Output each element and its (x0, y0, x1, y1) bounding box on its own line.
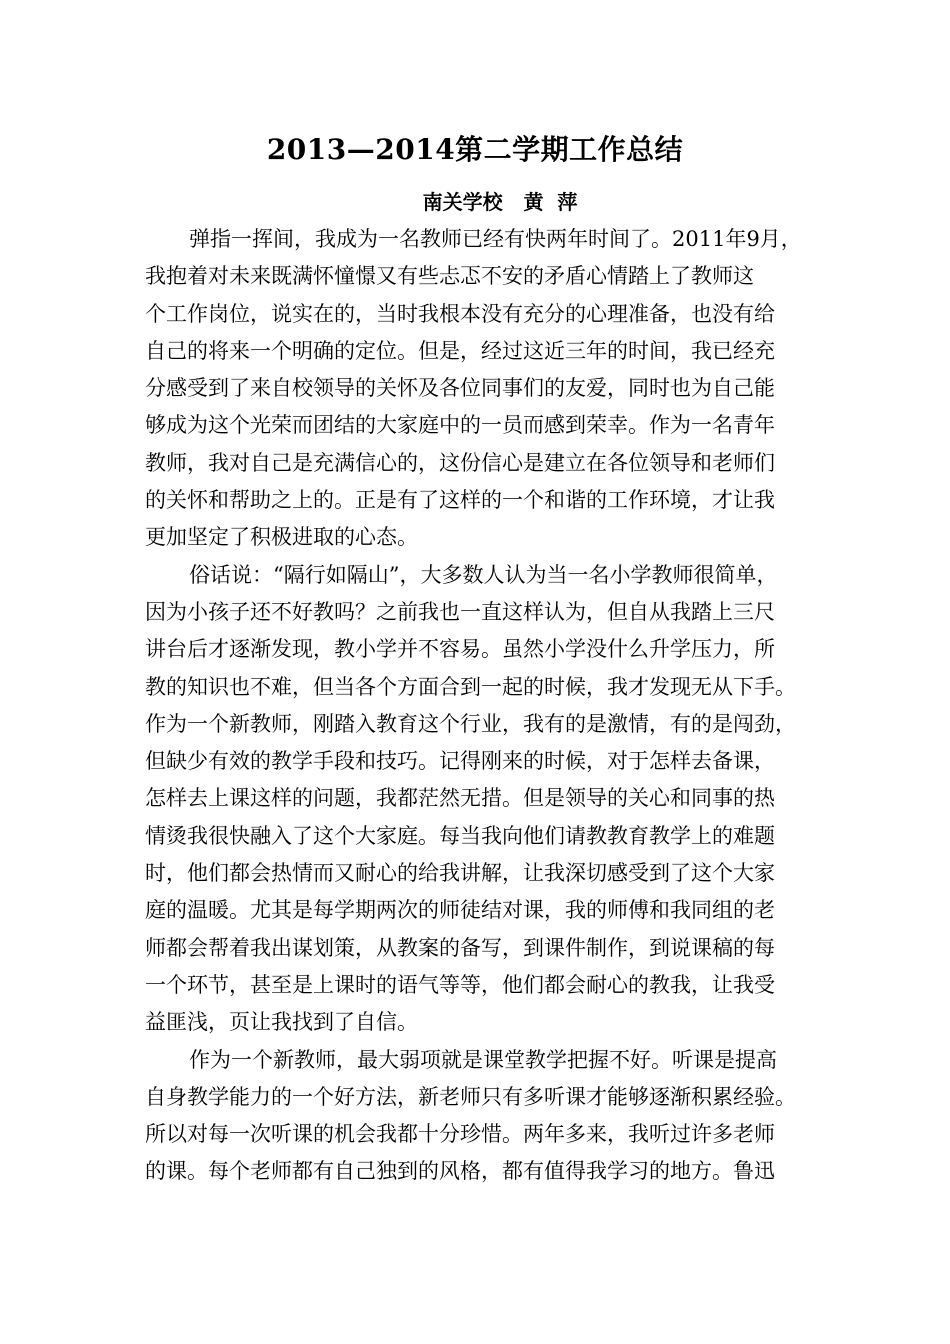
paragraph-line: 更加坚定了积极进取的心态。 (145, 525, 418, 550)
paragraph-line: 个工作岗位，说实在的，当时我根本没有充分的心理准备，也没有给 (145, 301, 775, 326)
paragraph-line: 因为小孩子还不好教吗？之前我也一直这样认为，但自从我踏上三尺 (145, 599, 775, 624)
paragraph-line: 教的知识也不难，但当各个方面合到一起的时候，我才发现无从下手。 (145, 674, 796, 699)
paragraph-line: 自己的将来一个明确的定位。但是，经过这近三年的时间，我已经充 (145, 338, 775, 363)
paragraph-line: 益匪浅，页让我找到了自信。 (145, 1010, 418, 1035)
paragraph-line: 但缺少有效的教学手段和技巧。记得刚来的时候，对于怎样去备课， (145, 749, 775, 774)
paragraph-line: 的关怀和帮助之上的。正是有了这样的一个和谐的工作环境，才让我 (145, 488, 775, 513)
document-body (145, 221, 815, 1191)
paragraph-line: 所以对每一次听课的机会我都十分珍惜。两年多来，我听过许多老师 (145, 1122, 775, 1147)
paragraph-line: 自身教学能力的一个好方法，新老师只有多听课才能够逐渐积累经验。 (145, 1084, 796, 1109)
paragraph-line: 情烫我很快融入了这个大家庭。每当我向他们请教教育教学上的难题 (145, 823, 775, 848)
paragraph-line: 怎样去上课这样的问题，我都茫然无措。但是领导的关心和同事的热 (145, 786, 775, 811)
author-line: 南关学校 黄 萍 (422, 190, 578, 214)
paragraph-line: 的课。每个老师都有自己独到的风格，都有值得我学习的地方。鲁迅 (145, 1159, 775, 1184)
paragraph-line: 作为一个新教师，最大弱项就是课堂教学把握不好。听课是提高 (189, 1047, 777, 1072)
document-title: 2013—2014第二学期工作总结 (266, 133, 684, 166)
paragraph-line: 师都会帮着我出谋划策，从教案的备写，到课件制作，到说课稿的每 (145, 935, 775, 960)
document-author (0, 186, 950, 218)
paragraph-line: 教师，我对自己是充满信心的，这份信心是建立在各位领导和老师们 (145, 450, 775, 475)
paragraph-line: 弹指一挥间，我成为一名教师已经有快两年时间了。2011年9月， (189, 227, 802, 251)
paragraph-line: 作为一个新教师，刚踏入教育这个行业，我有的是激情，有的是闯劲， (145, 711, 796, 736)
paragraph-line: 够成为这个光荣而团结的大家庭中的一员而感到荣幸。作为一名青年 (145, 413, 775, 438)
paragraph-line: 分感受到了来自校领导的关怀及各位同事们的友爱，同时也为自己能 (145, 376, 775, 401)
paragraph-line: 庭的温暖。尤其是每学期两次的师徒结对课，我的师傅和我同组的老 (145, 898, 775, 923)
paragraph-line: 俗话说：“隔行如隔山”，大多数人认为当一名小学教师很简单， (189, 562, 778, 587)
paragraph-line: 我抱着对未来既满怀憧憬又有些忐忑不安的矛盾心情踏上了教师这 (145, 264, 754, 289)
paragraph-line: 时，他们都会热情而又耐心的给我讲解，让我深切感受到了这个大家 (145, 861, 775, 886)
paragraph-line: 一个环节，甚至是上课时的语气等等，他们都会耐心的教我，让我受 (145, 972, 775, 997)
paragraph-line: 讲台后才逐渐发现，教小学并不容易。虽然小学没什么升学压力，所 (145, 637, 775, 662)
